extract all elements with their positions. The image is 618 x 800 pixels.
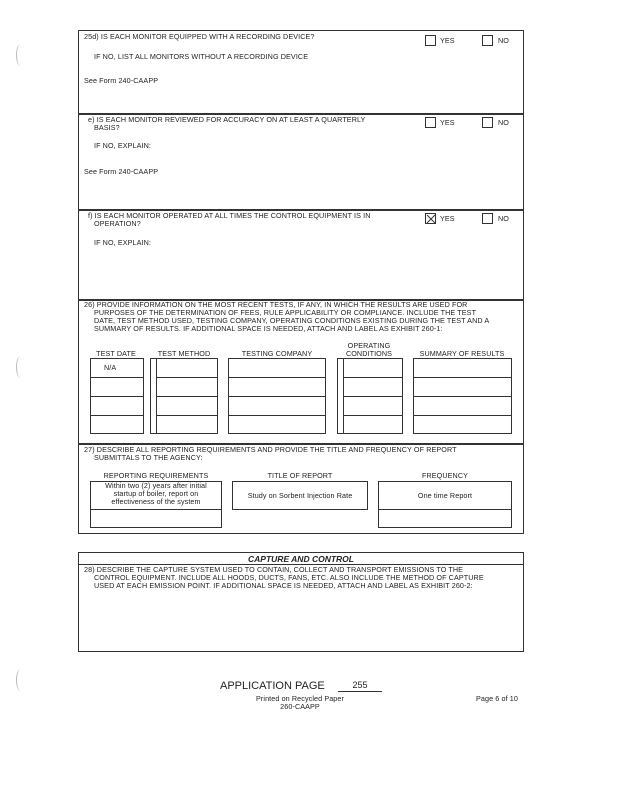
label-25d-yes: YES bbox=[440, 36, 455, 45]
test-date-value: N/A bbox=[104, 363, 117, 372]
frequency-column bbox=[378, 481, 512, 528]
question-25e-line2: BASIS? bbox=[94, 123, 120, 132]
application-page-number: 255 bbox=[338, 680, 382, 692]
header-testing-company: TESTING COMPANY bbox=[241, 349, 313, 358]
q26-text-line4: SUMMARY OF RESULTS. IF ADDITIONAL SPACE IS NEEDED, ATTACH AND LABEL AS EXHIBIT 260-1: bbox=[94, 324, 443, 333]
section-25e bbox=[78, 114, 524, 210]
application-page-label: APPLICATION PAGE bbox=[220, 680, 325, 692]
q27-text-line2: SUBMITTALS TO THE AGENCY: bbox=[94, 453, 203, 462]
question-25e-line1: e) IS EACH MONITOR REVIEWED FOR ACCURACY ON AT LEAST A QUARTERLY bbox=[88, 115, 366, 124]
note-25d: IF NO, LIST ALL MONITORS WITHOUT A RECORDING DEVICE bbox=[94, 52, 309, 61]
frequency-value: One time Report bbox=[417, 491, 473, 500]
note-25f: IF NO, EXPLAIN: bbox=[94, 238, 152, 247]
q28-text-line2: CONTROL EQUIPMENT. INCLUDE ALL HOODS, DUCTS, FANS, ETC. ALSO INCLUDE THE METHOD OF CAPTURE bbox=[94, 573, 484, 582]
q26-text-line2: PURPOSES OF THE DETERMINATION OF FEES, RULE APPLICABILITY OR COMPLIANCE. INCLUDE THE TEST bbox=[94, 308, 477, 317]
title-of-report-value: Study on Sorbent Injection Rate bbox=[247, 491, 353, 500]
label-25d-no: NO bbox=[498, 36, 509, 45]
q26-text-line1: 26) PROVIDE INFORMATION ON THE MOST RECENT TESTS, IF ANY, IN WHICH THE RESULTS ARE USED FOR bbox=[84, 300, 468, 309]
section-25f bbox=[78, 210, 524, 300]
requirement-line2: startup of boiler, report on bbox=[113, 489, 199, 498]
checkbox-25d-yes[interactable] bbox=[425, 35, 436, 46]
label-25f-no: NO bbox=[498, 214, 509, 223]
checkmark-x-icon bbox=[426, 214, 437, 225]
label-25e-no: NO bbox=[498, 118, 509, 127]
question-25f-line2: OPERATION? bbox=[94, 219, 141, 228]
header-summary-of-results: SUMMARY OF RESULTS bbox=[419, 349, 505, 358]
checkbox-25f-no[interactable] bbox=[482, 213, 493, 224]
header-operating-conditions-line2: CONDITIONS bbox=[345, 349, 393, 358]
checkbox-25d-no[interactable] bbox=[482, 35, 493, 46]
question-25f-line1: f) IS EACH MONITOR OPERATED AT ALL TIMES THE CONTROL EQUIPMENT IS IN bbox=[88, 211, 371, 220]
requirement-line1: Within two (2) years after initial bbox=[105, 481, 207, 490]
header-frequency: FREQUENCY bbox=[421, 471, 469, 480]
checkbox-25e-yes[interactable] bbox=[425, 117, 436, 128]
form-number: 260-CAAPP bbox=[280, 702, 320, 711]
note-25e: IF NO, EXPLAIN: bbox=[94, 141, 152, 150]
printed-on-recycled-paper: Printed on Recycled Paper bbox=[256, 694, 344, 703]
label-25f-yes: YES bbox=[440, 214, 455, 223]
binder-hole-mark bbox=[16, 44, 25, 66]
header-test-date: TEST DATE bbox=[96, 349, 136, 358]
label-25e-yes: YES bbox=[440, 118, 455, 127]
checkbox-25f-yes[interactable] bbox=[425, 213, 436, 224]
binder-hole-mark bbox=[16, 356, 25, 378]
header-title-of-report: TITLE OF REPORT bbox=[267, 471, 333, 480]
section-25d bbox=[78, 30, 524, 114]
header-test-method: TEST METHOD bbox=[157, 349, 211, 358]
header-reporting-requirements: REPORTING REQUIREMENTS bbox=[103, 471, 209, 480]
q27-text-line1: 27) DESCRIBE ALL REPORTING REQUIREMENTS AND PROVIDE THE TITLE AND FREQUENCY OF REPORT bbox=[84, 445, 457, 454]
page-of-count: Page 6 of 10 bbox=[476, 694, 518, 703]
q28-text-line1: 28) DESCRIBE THE CAPTURE SYSTEM USED TO CONTAIN, COLLECT AND TRANSPORT EMISSIONS TO THE bbox=[84, 565, 464, 574]
header-operating-conditions-line1: OPERATING bbox=[347, 341, 391, 350]
capture-heading: CAPTURE AND CONTROL bbox=[248, 554, 354, 564]
checkbox-25e-no[interactable] bbox=[482, 117, 493, 128]
reference-25e: See Form 240-CAAPP bbox=[84, 167, 159, 176]
q28-text-line3: USED AT EACH EMISSION POINT. IF ADDITIONAL SPACE IS NEEDED, ATTACH AND LABEL AS EXHIBIT 260-2: bbox=[94, 581, 473, 590]
requirement-line3: effectiveness of the system bbox=[111, 497, 201, 506]
reference-25d: See Form 240-CAAPP bbox=[84, 76, 159, 85]
q26-text-line3: DATE, TEST METHOD USED, TESTING COMPANY, OPERATING CONDITIONS EXISTING DURING THE TEST AND A bbox=[94, 316, 490, 325]
question-25d: 25d) IS EACH MONITOR EQUIPPED WITH A RECORDING DEVICE? bbox=[84, 32, 315, 41]
binder-hole-mark bbox=[16, 669, 25, 691]
